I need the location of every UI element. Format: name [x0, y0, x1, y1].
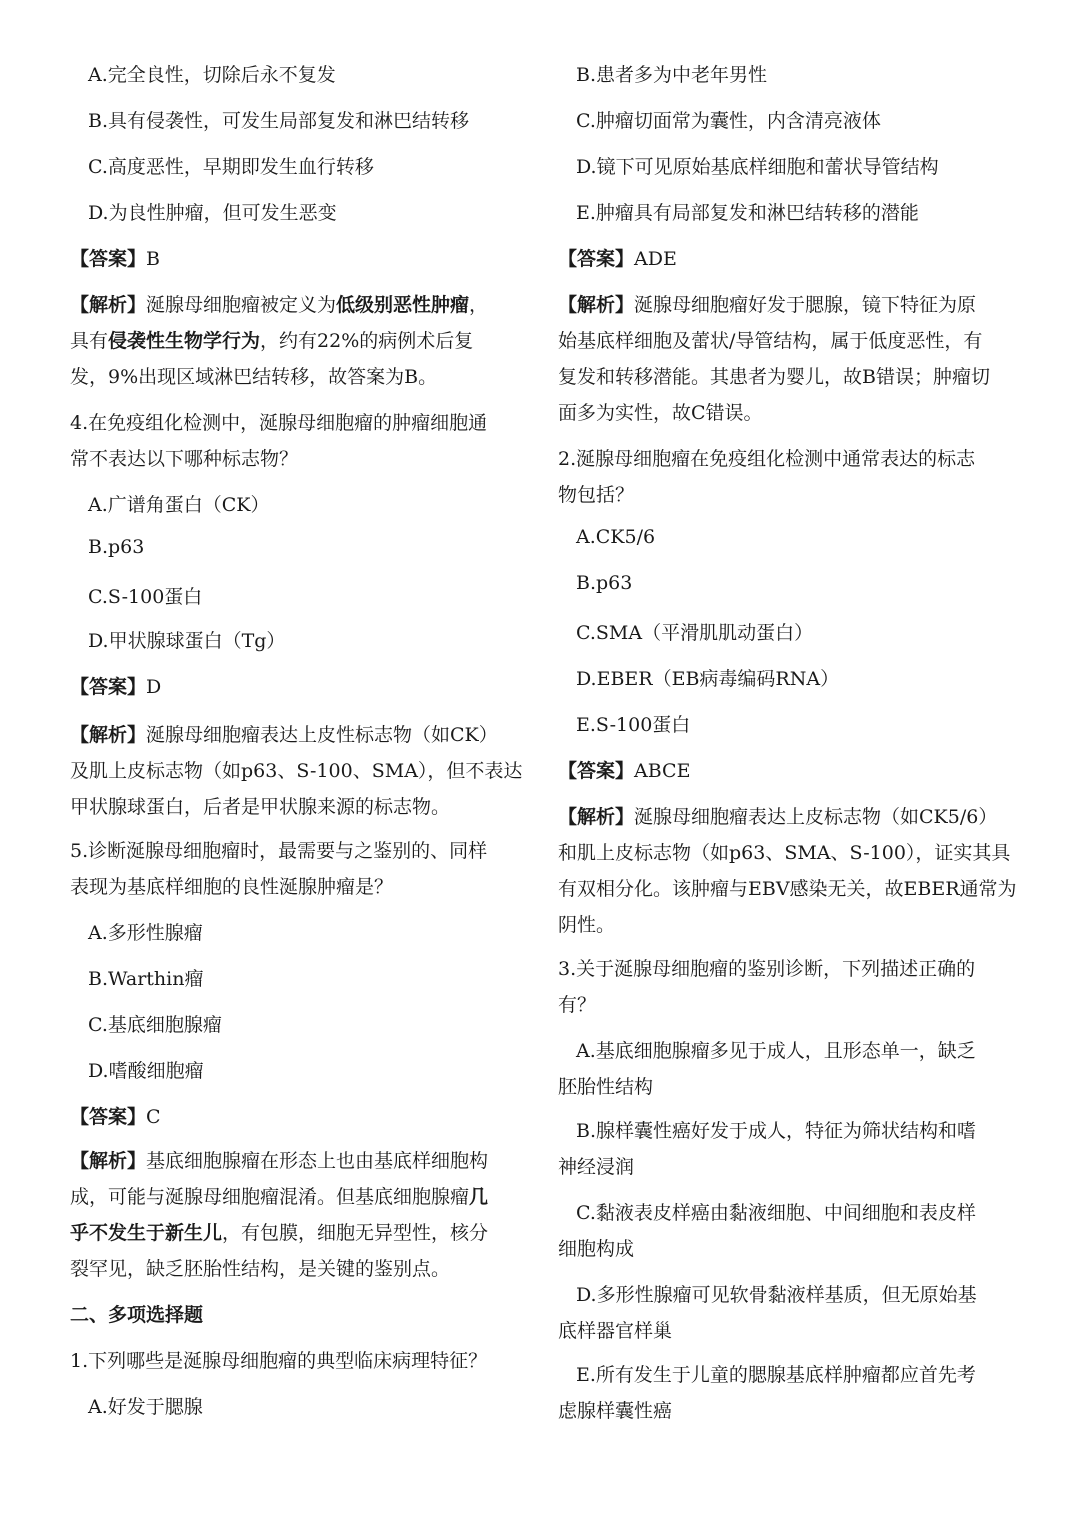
answer-line [70, 1102, 515, 1129]
line-text: 具有 [70, 330, 109, 352]
line-text: C.S-100蛋白 [88, 586, 203, 608]
line-text: 阴性。 [558, 914, 616, 936]
line-text: A.CK5/6 [576, 526, 656, 548]
option-line [70, 60, 515, 87]
option-line [70, 536, 515, 558]
option-line [558, 198, 1010, 225]
option-line [558, 618, 1010, 645]
text-line [558, 1234, 1010, 1261]
line-text: D.镜下可见原始基底样细胞和蕾状导管结构 [576, 156, 939, 178]
option-line [558, 526, 1010, 548]
line-text: D.EBER（EB病毒编码RNA） [576, 668, 840, 690]
line-text: 成，可能与涎腺母细胞瘤混淆。但基底细胞腺瘤 [70, 1186, 470, 1208]
option-line [70, 198, 515, 225]
line-text: E.S-100蛋白 [576, 714, 691, 736]
line-text: B.p63 [88, 536, 145, 558]
line-text: ，约有22%的病例术后复 [260, 330, 474, 352]
emphasis-text: 侵袭性生物学行为 [108, 330, 261, 352]
label-text: 【答案】 [558, 248, 635, 270]
line-text: 物包括？ [558, 484, 635, 506]
option-line [70, 626, 515, 653]
text-line [70, 1182, 515, 1209]
text-line [70, 362, 515, 389]
line-text: C.肿瘤切面常为囊性，内含清亮液体 [576, 110, 881, 132]
text-line [558, 362, 1010, 389]
line-text: 始基底样细胞及蕾状/导管结构，属于低度恶性，有 [558, 330, 983, 352]
line-text: 二、多项选择题 [70, 1304, 204, 1326]
label-text: 【答案】 [70, 676, 147, 698]
line-text: E.所有发生于儿童的腮腺基底样肿瘤都应首先考 [576, 1364, 976, 1386]
line-text: B.Warthin瘤 [88, 968, 204, 990]
line-text: D.为良性肿瘤，但可发生恶变 [88, 202, 337, 224]
line-text: C.黏液表皮样癌由黏液细胞、中间细胞和表皮样 [576, 1202, 976, 1224]
label-text: 【答案】 [70, 1106, 147, 1128]
line-text: B.具有侵袭性，可发生局部复发和淋巴结转移 [88, 110, 470, 132]
line-text: ABCE [634, 760, 691, 782]
line-text: A.基底细胞腺瘤多见于成人，且形态单一，缺乏 [576, 1040, 976, 1062]
line-text: A.多形性腺瘤 [88, 922, 203, 944]
label-text: 【答案】 [558, 760, 635, 782]
text-line [558, 1396, 1010, 1423]
line-text: 复发和转移潜能。其患者为婴儿，故B错误；肿瘤切 [558, 366, 990, 388]
line-text: C.SMA（平滑肌肌动蛋白） [576, 622, 814, 644]
label-text: 【解析】 [70, 724, 147, 746]
option-line [70, 152, 515, 179]
line-text: 表现为基底样细胞的良性涎腺肿瘤是？ [70, 876, 394, 898]
explanation-line [558, 290, 1010, 317]
text-line [558, 990, 1010, 1017]
line-text: B [146, 248, 160, 270]
answer-line [558, 244, 1010, 271]
explanation-line [558, 802, 1010, 829]
text-line [558, 1152, 1010, 1179]
text-line [558, 1072, 1010, 1099]
line-text: 有双相分化。该肿瘤与EBV感染无关，故EBER通常为 [558, 878, 1017, 900]
line-text: ，有包膜，细胞无异型性，核分 [222, 1222, 489, 1244]
option-line [558, 664, 1010, 691]
option-line [558, 1036, 1010, 1063]
option-line [558, 106, 1010, 133]
text-line [70, 408, 515, 435]
line-text: 1.下列哪些是涎腺母细胞瘤的典型临床病理特征？ [70, 1350, 488, 1372]
line-text: 涎腺母细胞瘤被定义为 [146, 294, 337, 316]
text-line [70, 792, 515, 819]
line-text: 神经浸润 [558, 1156, 635, 1178]
line-text: B.p63 [576, 572, 633, 594]
text-line [70, 872, 515, 899]
explanation-line [70, 1146, 515, 1173]
answer-line [558, 756, 1010, 783]
label-text: 【解析】 [70, 294, 147, 316]
line-text: 有？ [558, 994, 597, 1016]
option-line [558, 1116, 1010, 1143]
text-line [558, 480, 1010, 507]
line-text: 常不表达以下哪种标志物？ [70, 448, 299, 470]
line-text: A.好发于腮腺 [88, 1396, 203, 1418]
line-text: 涎腺母细胞瘤好发于腮腺，镜下特征为原 [634, 294, 977, 316]
line-text: C.高度恶性，早期即发生血行转移 [88, 156, 374, 178]
line-text: A.完全良性，切除后永不复发 [88, 64, 336, 86]
option-line [70, 1010, 515, 1037]
line-text: C.基底细胞腺瘤 [88, 1014, 222, 1036]
text-line [70, 1254, 515, 1281]
answer-line [70, 244, 515, 271]
option-line [70, 964, 515, 991]
text-line [558, 954, 1010, 981]
option-line [70, 1056, 515, 1083]
label-text: 【解析】 [70, 1150, 147, 1172]
line-text: 细胞构成 [558, 1238, 635, 1260]
line-text: 涎腺母细胞瘤表达上皮性标志物（如CK） [146, 724, 498, 746]
option-line [70, 106, 515, 133]
label-text: 【解析】 [558, 294, 635, 316]
text-line [70, 756, 523, 783]
line-text: D.嗜酸细胞瘤 [88, 1060, 204, 1082]
line-text: B.患者多为中老年男性 [576, 64, 768, 86]
line-text: D.甲状腺球蛋白（Tg） [88, 630, 286, 652]
line-text: E.肿瘤具有局部复发和淋巴结转移的潜能 [576, 202, 919, 224]
text-line [70, 326, 515, 353]
text-line [558, 874, 1017, 901]
text-line [70, 444, 515, 471]
line-text: D [146, 676, 162, 698]
option-line [70, 582, 515, 609]
text-line [70, 1346, 515, 1373]
emphasis-text: 乎不发生于新生儿 [70, 1222, 223, 1244]
line-text: 裂罕见，缺乏胚胎性结构，是关键的鉴别点。 [70, 1258, 451, 1280]
line-text: 4.在免疫组化检测中，涎腺母细胞瘤的肿瘤细胞通 [70, 412, 488, 434]
option-line [558, 1198, 1010, 1225]
emphasis-text: 几 [469, 1186, 489, 1208]
line-text: C [146, 1106, 161, 1128]
text-line [558, 326, 1010, 353]
label-text: 【答案】 [70, 248, 147, 270]
option-line [558, 152, 1010, 179]
text-line [70, 1218, 515, 1245]
emphasis-text: 低级别恶性肿瘤 [336, 294, 470, 316]
text-line [558, 1316, 1010, 1343]
line-text: 面多为实性，故C错误。 [558, 402, 763, 424]
option-line [558, 572, 1010, 594]
line-text: 涎腺母细胞瘤表达上皮标志物（如CK5/6） [634, 806, 998, 828]
text-line [558, 910, 1010, 937]
option-line [558, 1280, 1010, 1307]
option-line [70, 1392, 515, 1419]
line-text: 和肌上皮标志物（如p63、SMA、S-100），证实其具 [558, 842, 1011, 864]
line-text: 及肌上皮标志物（如p63、S-100、SMA），但不表达 [70, 760, 523, 782]
line-text: 胚胎性结构 [558, 1076, 654, 1098]
text-line [558, 838, 1010, 865]
text-line [558, 398, 1010, 425]
line-text: 底样器官样巢 [558, 1320, 673, 1342]
option-line [558, 710, 1010, 737]
label-text: 【解析】 [558, 806, 635, 828]
option-line [70, 490, 515, 517]
explanation-line [70, 720, 515, 747]
text-line [558, 444, 1010, 471]
line-text: A.广谱角蛋白（CK） [88, 494, 270, 516]
line-text: 发，9%出现区域淋巴结转移，故答案为B。 [70, 366, 438, 388]
line-text: D.多形性腺瘤可见软骨黏液样基质，但无原始基 [576, 1284, 977, 1306]
section-heading [70, 1300, 515, 1327]
line-text: 2.涎腺母细胞瘤在免疫组化检测中通常表达的标志 [558, 448, 976, 470]
line-text: B.腺样囊性癌好发于成人，特征为筛状结构和嗜 [576, 1120, 977, 1142]
text-line [70, 836, 515, 863]
line-text: 5.诊断涎腺母细胞瘤时，最需要与之鉴别的、同样 [70, 840, 488, 862]
explanation-line [70, 290, 515, 317]
option-line [558, 60, 1010, 87]
line-text: ADE [634, 248, 677, 270]
line-text: ， [469, 294, 489, 316]
line-text: 虑腺样囊性癌 [558, 1400, 673, 1422]
line-text: 3.关于涎腺母细胞瘤的鉴别诊断，下列描述正确的 [558, 958, 976, 980]
option-line [558, 1360, 1010, 1387]
line-text: 基底细胞腺瘤在形态上也由基底样细胞构 [146, 1150, 489, 1172]
answer-line [70, 672, 515, 699]
line-text: 甲状腺球蛋白，后者是甲状腺来源的标志物。 [70, 796, 451, 818]
option-line [70, 918, 515, 945]
